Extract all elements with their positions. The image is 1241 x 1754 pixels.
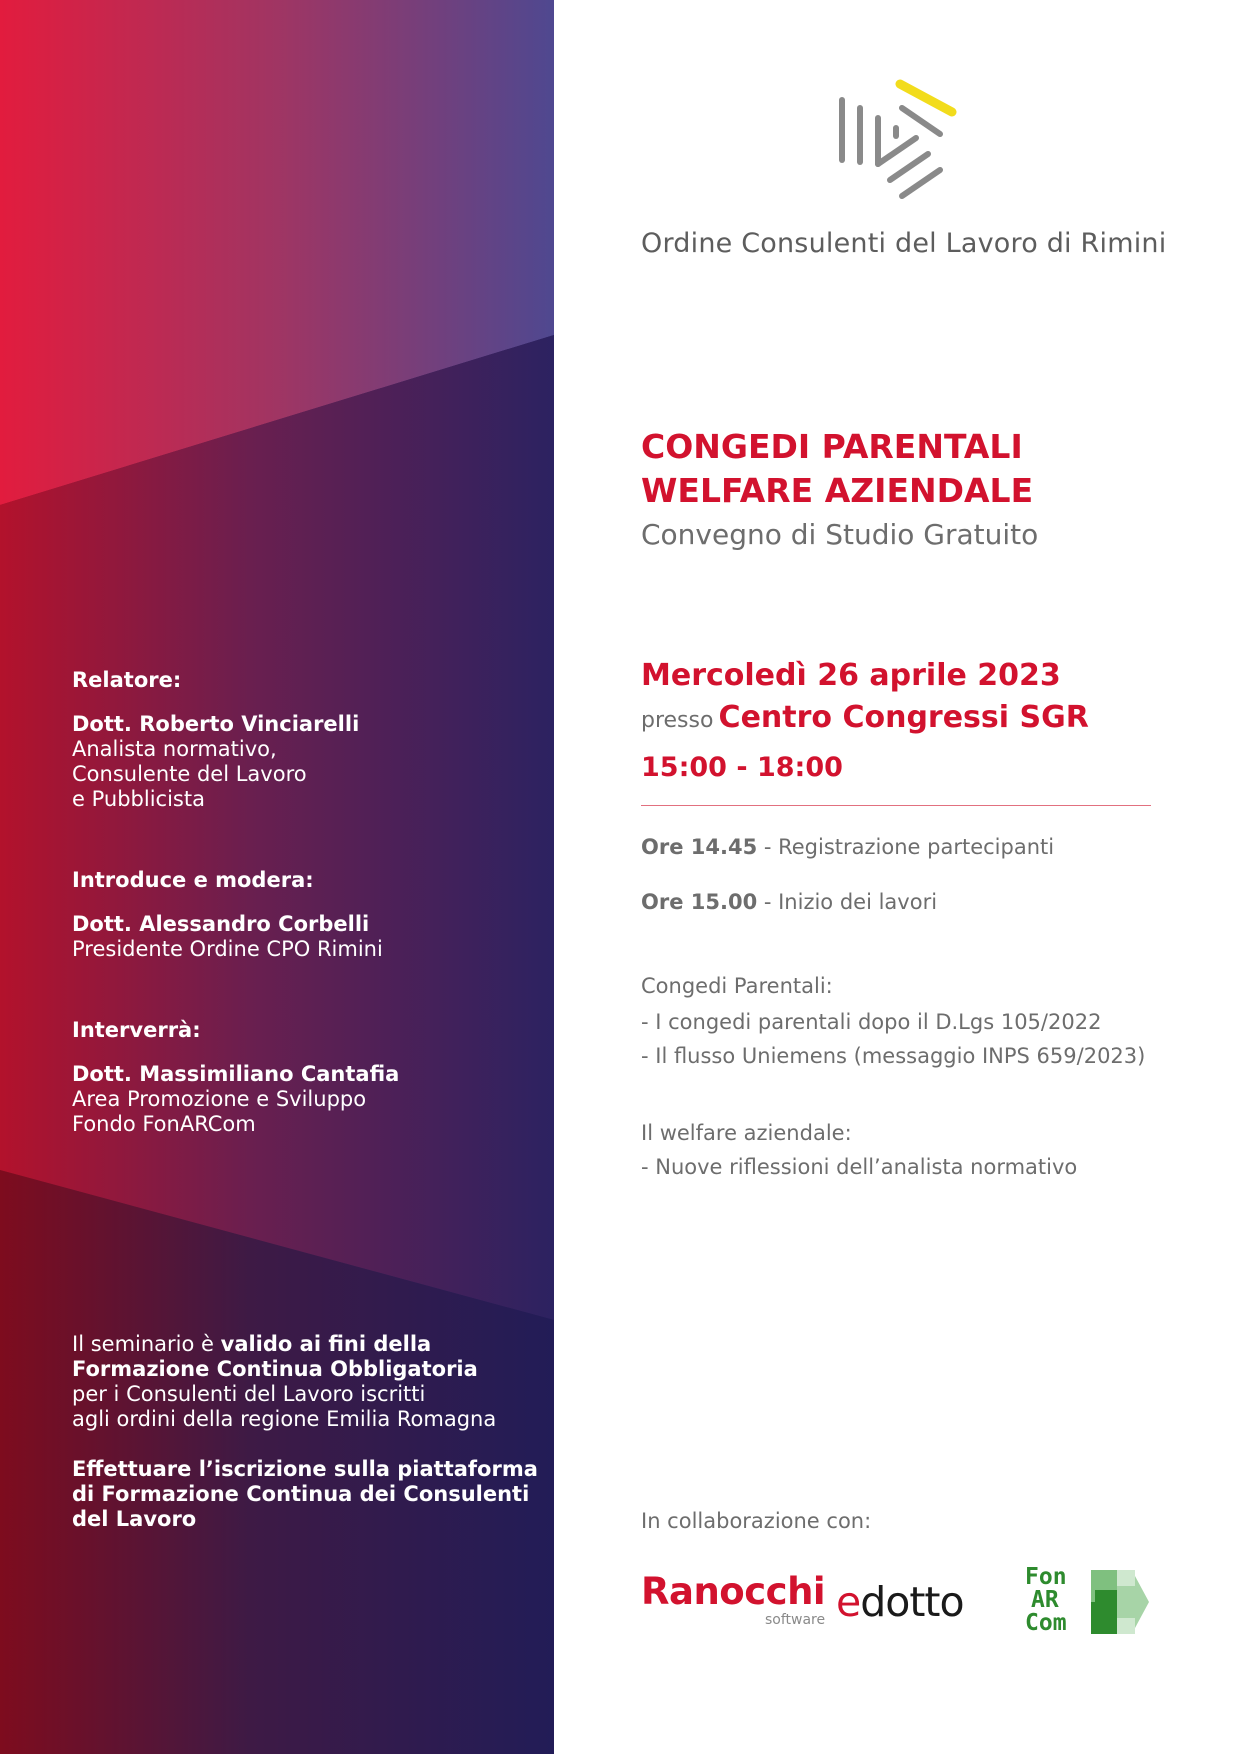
- section-heading: Il welfare aziendale:: [641, 1121, 852, 1145]
- list-item: - Nuove riflessioni dell’analista normativo: [641, 1155, 1078, 1179]
- edotto-e: e: [836, 1578, 861, 1626]
- event-title: [641, 425, 1033, 513]
- seminario-text: per i Consulenti del Lavoro iscritti: [72, 1382, 426, 1406]
- org-logo-icon: [830, 78, 960, 217]
- interverra-heading: Interverrà:: [72, 1018, 201, 1042]
- list-item: - Il flusso Uniemens (messaggio INPS 659/2023): [641, 1044, 1146, 1068]
- event-time: 15:00 - 18:00: [641, 752, 843, 783]
- relatore-role: Consulente del Lavoro: [72, 762, 307, 786]
- agenda-item: [641, 835, 1054, 859]
- event-subtitle: Convegno di Studio Gratuito: [641, 518, 1039, 551]
- fonarcom-arrow-icon: [1091, 1570, 1149, 1636]
- seminario-text: agli ordini della regione Emilia Romagna: [72, 1407, 497, 1431]
- agenda-text: - Registrazione partecipanti: [757, 835, 1055, 859]
- fonarcom-text: AR: [1031, 1587, 1059, 1613]
- relatore-role: e Pubblicista: [72, 787, 205, 811]
- fonarcom-text: Com: [1025, 1610, 1067, 1636]
- seminario-text: Il seminario è: [72, 1332, 221, 1356]
- edotto-rest: dotto: [860, 1578, 964, 1626]
- agenda-item: [641, 890, 937, 914]
- interverra-role: Fondo FonARCom: [72, 1112, 256, 1136]
- divider: [641, 805, 1151, 806]
- event-venue-line: [641, 700, 1089, 735]
- collaboration-label: In collaborazione con:: [641, 1509, 872, 1533]
- edotto-logo: [836, 1580, 964, 1624]
- agenda-time: Ore 15.00: [641, 890, 758, 914]
- list-item: - I congedi parentali dopo il D.Lgs 105/2022: [641, 1010, 1102, 1034]
- org-name: Ordine Consulenti del Lavoro di Rimini: [641, 228, 1167, 259]
- relatore-role: Analista normativo,: [72, 737, 277, 761]
- venue-prefix: presso: [641, 708, 714, 733]
- ranocchi-logo: [641, 1572, 825, 1628]
- event-date: Mercoledì 26 aprile 2023: [641, 658, 1061, 693]
- ranocchi-name: Ranocchi: [641, 1570, 826, 1613]
- agenda-text: - Inizio dei lavori: [757, 890, 938, 914]
- iscrizione-text: del Lavoro: [72, 1507, 197, 1531]
- fonarcom-text: Fon: [1025, 1564, 1067, 1590]
- iscrizione-text: Effettuare l’iscrizione sulla piattaforma: [72, 1457, 538, 1481]
- interverra-role: Area Promozione e Sviluppo: [72, 1087, 367, 1111]
- relatore-name: Dott. Roberto Vinciarelli: [72, 712, 360, 736]
- iscrizione-text: di Formazione Continua dei Consulenti: [72, 1482, 530, 1506]
- introduce-role: Presidente Ordine CPO Rimini: [72, 937, 383, 961]
- relatore-heading: Relatore:: [72, 668, 182, 692]
- interverra-name: Dott. Massimiliano Cantafia: [72, 1062, 400, 1086]
- event-venue: Centro Congressi SGR: [718, 700, 1089, 735]
- left-panel: [0, 0, 554, 1754]
- moderator-block: [72, 868, 383, 962]
- speaker-block: [72, 668, 359, 812]
- accreditation-note: [72, 1332, 496, 1432]
- ranocchi-sub: software: [764, 1612, 826, 1628]
- introduce-heading: Introduce e modera:: [72, 868, 314, 892]
- section-heading: Congedi Parentali:: [641, 974, 833, 998]
- agenda-time: Ore 14.45: [641, 835, 758, 859]
- seminario-bold: Formazione Continua Obbligatoria: [72, 1357, 478, 1381]
- seminario-bold: valido ai fini della: [220, 1332, 432, 1356]
- guest-block: [72, 1018, 399, 1137]
- introduce-name: Dott. Alessandro Corbelli: [72, 912, 370, 936]
- event-title-line: WELFARE AZIENDALE: [641, 471, 1034, 510]
- event-title-line: CONGEDI PARENTALI: [641, 427, 1023, 466]
- registration-note: [72, 1457, 538, 1532]
